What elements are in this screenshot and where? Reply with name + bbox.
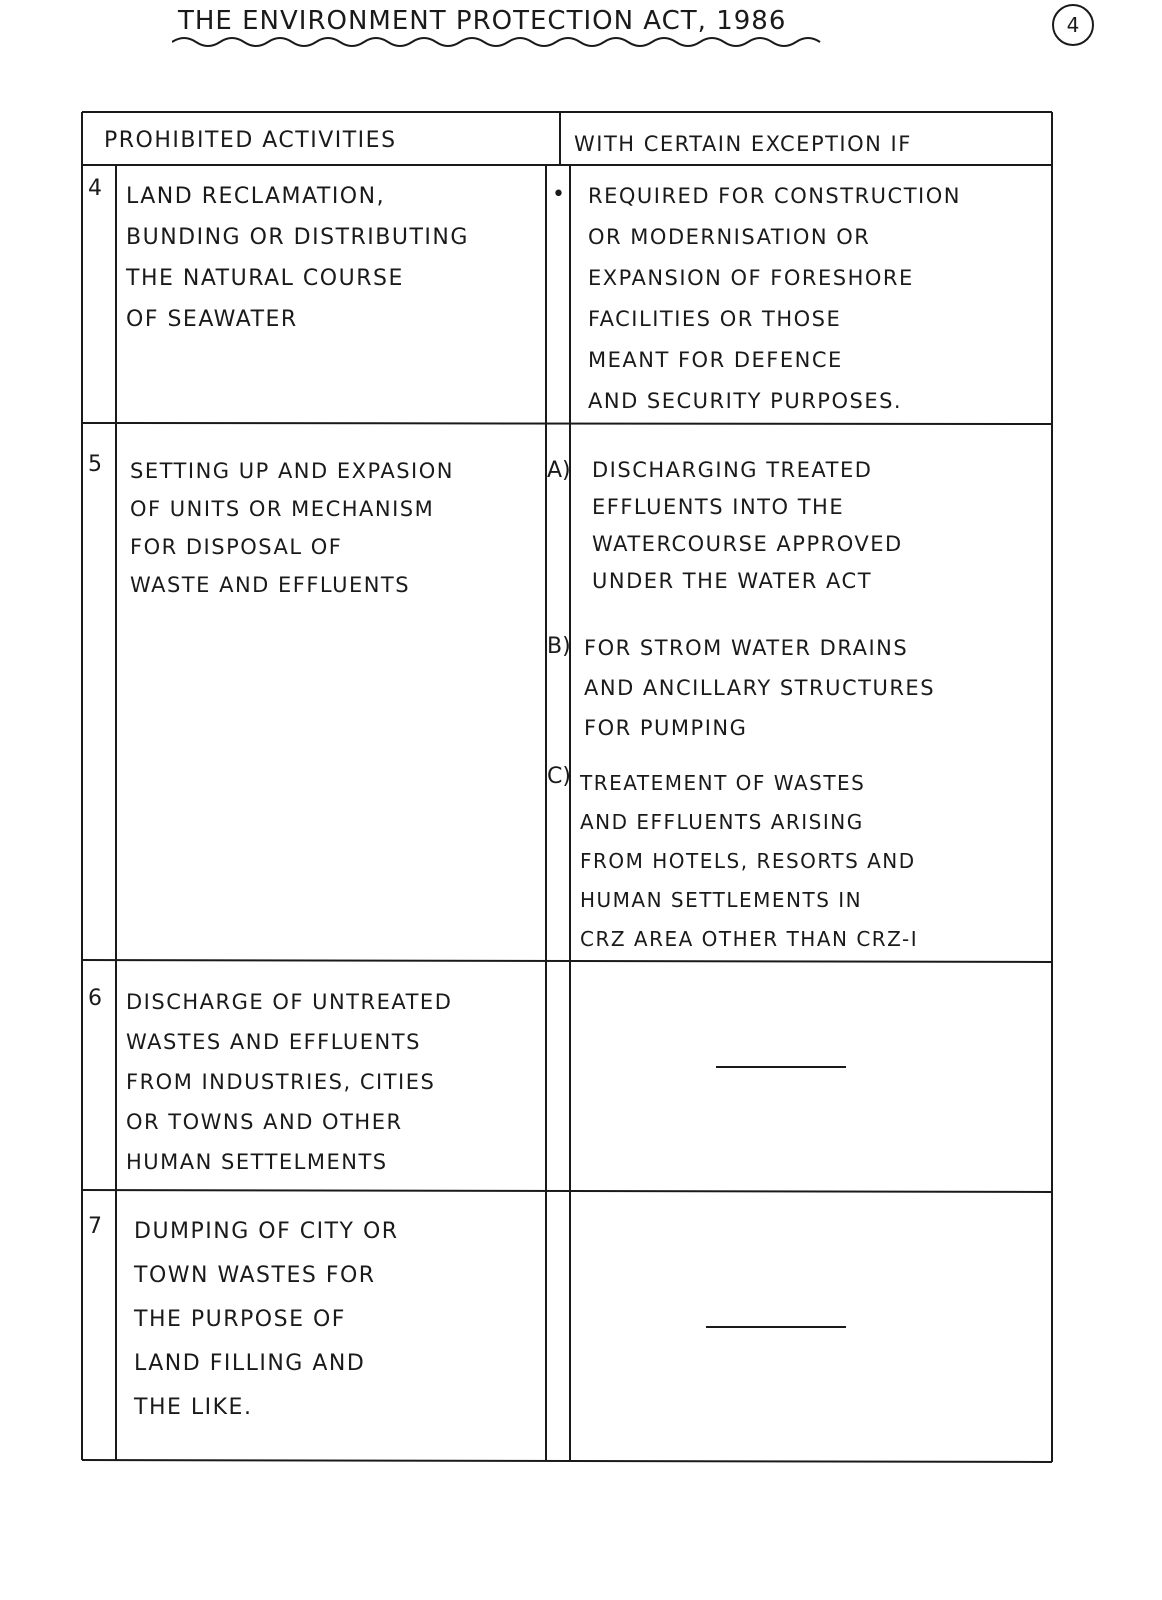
marker-b: B): [547, 634, 571, 659]
row-number: 4: [88, 176, 102, 201]
header-with-exception: WITH CERTAIN EXCEPTION IF: [574, 132, 912, 156]
no-exception-dash: [716, 1066, 846, 1068]
exception-text: DISCHARGING TREATED EFFLUENTS INTO THE WATERCOURSE APPROVED UNDER THE WATER ACT: [592, 458, 903, 593]
bullet-marker: •: [552, 182, 565, 207]
page-number-circle: 4: [1052, 4, 1094, 46]
exception-text: TREATEMENT OF WASTES AND EFFLUENTS ARISING FROM HOTELS, RESORTS AND HUMAN SETTLEMENTS IN CRZ AREA OTHER THAN CRZ-I: [580, 771, 919, 951]
row-number: 7: [88, 1214, 102, 1239]
activity-text: LAND RECLAMATION, BUNDING OR DISTRIBUTING THE NATURAL COURSE OF SEAWATER: [126, 184, 469, 332]
activity-text: DISCHARGE OF UNTREATED WASTES AND EFFLUENTS FROM INDUSTRIES, CITIES OR TOWNS AND OTHER HUMAN SETTELMENTS: [126, 990, 453, 1174]
no-exception-dash: [706, 1326, 846, 1328]
marker-c: C): [547, 764, 571, 789]
row-number: 6: [88, 986, 102, 1011]
exception-text: FOR STROM WATER DRAINS AND ANCILLARY STRUCTURES FOR PUMPING: [584, 636, 936, 740]
activity-text: SETTING UP AND EXPASION OF UNITS OR MECHANISM FOR DISPOSAL OF WASTE AND EFFLUENTS: [130, 459, 454, 597]
activity-text: DUMPING OF CITY OR TOWN WASTES FOR THE PURPOSE OF LAND FILLING AND THE LIKE.: [134, 1219, 399, 1420]
header-prohibited-activities: PROHIBITED ACTIVITIES: [104, 128, 397, 153]
marker-a: A): [547, 458, 571, 483]
exception-text: REQUIRED FOR CONSTRUCTION OR MODERNISATION OR EXPANSION OF FORESHORE FACILITIES OR THOSE MEANT FOR DEFENCE AND SECURITY PURPOSES.: [588, 184, 961, 413]
document-title: THE ENVIRONMENT PROTECTION ACT, 1986: [178, 6, 787, 36]
row-number: 5: [88, 452, 102, 477]
